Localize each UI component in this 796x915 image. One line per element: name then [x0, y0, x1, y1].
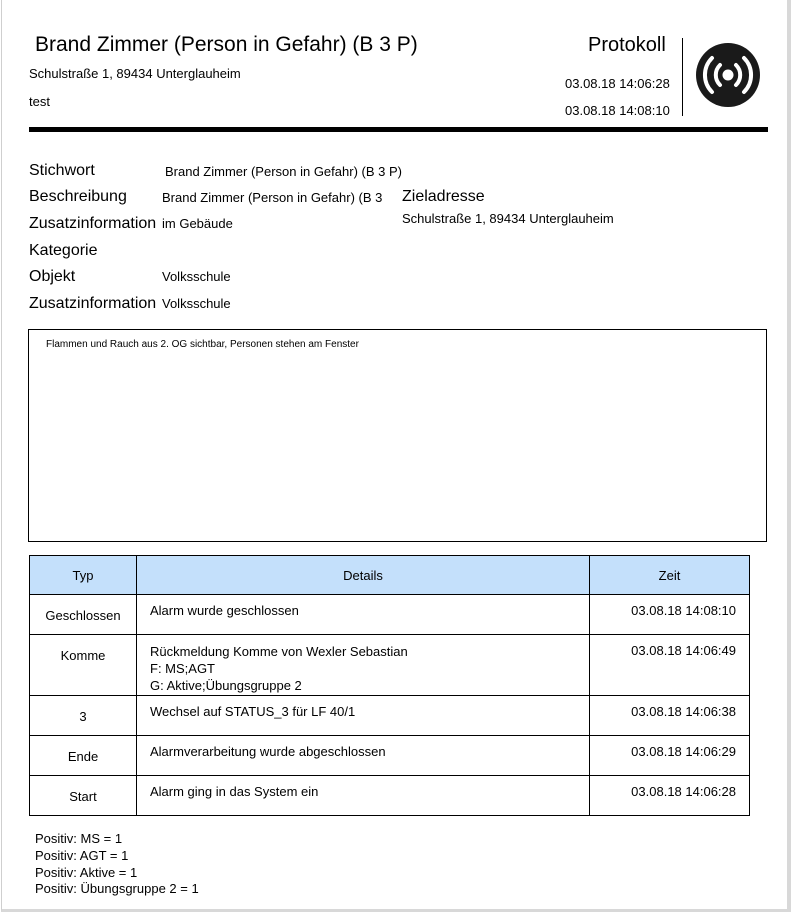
summary-line: Positiv: MS = 1	[35, 831, 123, 846]
row-zeit: 03.08.18 14:06:49	[590, 635, 750, 696]
row-typ: Ende	[30, 736, 137, 776]
zusatz1-label: Zusatzinformation	[29, 215, 157, 232]
description-box	[28, 329, 767, 542]
stichwort-value: Brand Zimmer (Person in Gefahr) (B 3 P)	[165, 164, 402, 179]
timestamp-end: 03.08.18 14:08:10	[565, 103, 670, 118]
objekt-value: Volksschule	[162, 269, 231, 284]
table-row	[30, 635, 750, 696]
row-typ: Geschlossen	[30, 595, 137, 635]
row-details	[137, 595, 590, 635]
detail-line: Alarm wurde geschlossen	[150, 603, 299, 618]
header-rule	[29, 127, 768, 132]
detail-line: Alarm ging in das System ein	[150, 784, 319, 799]
summary-line: Positiv: AGT = 1	[35, 848, 129, 863]
header-typ: Typ	[30, 556, 137, 595]
row-typ: 3	[30, 696, 137, 736]
events-table	[29, 555, 750, 816]
protocol-label: Protokoll	[588, 34, 666, 56]
kategorie-label: Kategorie	[29, 242, 98, 259]
objekt-label: Objekt	[29, 268, 76, 285]
row-zeit: 03.08.18 14:06:38	[590, 696, 750, 736]
table-row	[30, 595, 750, 635]
header-divider	[682, 38, 683, 116]
page-title: Brand Zimmer (Person in Gefahr) (B 3 P)	[35, 33, 418, 56]
detail-line: G: Aktive;Übungsgruppe 2	[150, 678, 302, 693]
broadcast-icon	[696, 43, 760, 107]
header-address: Schulstraße 1, 89434 Unterglauheim	[29, 66, 241, 81]
summary-line: Positiv: Übungsgruppe 2 = 1	[35, 881, 199, 896]
row-zeit: 03.08.18 14:08:10	[590, 595, 750, 635]
detail-line: F: MS;AGT	[150, 661, 215, 676]
header-details: Details	[137, 556, 590, 595]
stichwort-label: Stichwort	[29, 162, 95, 179]
zusatz1-value: im Gebäude	[162, 216, 233, 231]
row-details	[137, 696, 590, 736]
header-zeit: Zeit	[590, 556, 750, 595]
row-details	[137, 776, 590, 816]
table-row	[30, 696, 750, 736]
table-header-row	[30, 556, 750, 595]
row-zeit: 03.08.18 14:06:29	[590, 736, 750, 776]
row-details	[137, 736, 590, 776]
table-row	[30, 776, 750, 816]
row-typ: Start	[30, 776, 137, 816]
zusatz2-label: Zusatzinformation	[29, 295, 157, 312]
row-typ: Komme	[30, 635, 137, 696]
zusatz2-value: Volksschule	[162, 296, 231, 311]
zieladresse-label: Zieladresse	[402, 188, 485, 205]
beschreibung-value: Brand Zimmer (Person in Gefahr) (B 3	[162, 190, 383, 205]
header-note: test	[29, 94, 50, 109]
table-row	[30, 736, 750, 776]
timestamp-start: 03.08.18 14:06:28	[565, 76, 670, 91]
beschreibung-label: Beschreibung	[29, 188, 127, 205]
row-zeit: 03.08.18 14:06:28	[590, 776, 750, 816]
detail-line: Alarmverarbeitung wurde abgeschlossen	[150, 744, 386, 759]
detail-line: Wechsel auf STATUS_3 für LF 40/1	[150, 704, 356, 719]
zieladresse-value: Schulstraße 1, 89434 Unterglauheim	[402, 211, 614, 226]
detail-line: Rückmeldung Komme von Wexler Sebastian	[150, 644, 408, 659]
summary-line: Positiv: Aktive = 1	[35, 865, 138, 880]
row-details	[137, 635, 590, 696]
description-text: Flammen und Rauch aus 2. OG sichtbar, Personen stehen am Fenster	[46, 339, 359, 350]
